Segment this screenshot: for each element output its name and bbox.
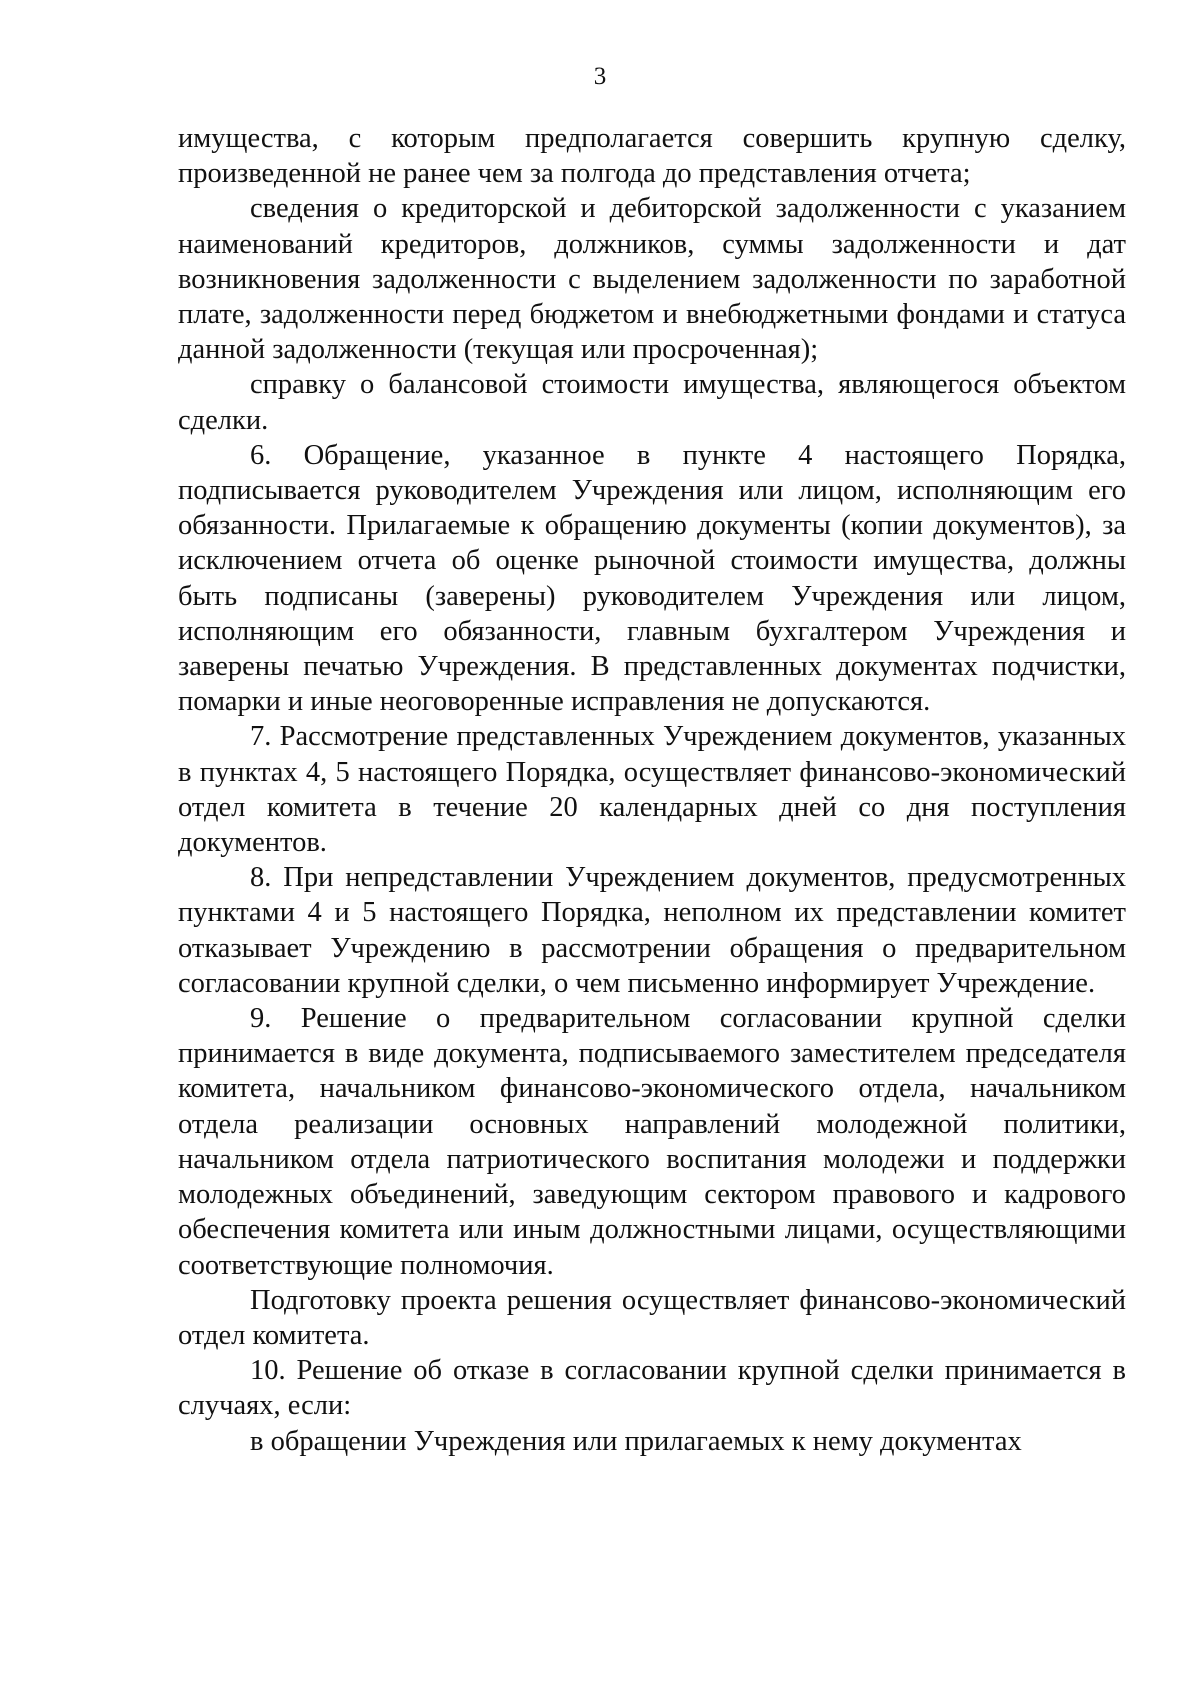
paragraph-item-8: 8. При непредставлении Учреждением документов, предусмотренных пунктами 4 и 5 настоящего Порядка, неполном их представлении комитет отказывает Учреждению в рассмотрении обращения о предварительном согласовании крупной сделки, о чем письменно информирует Учреждение. (178, 862, 1126, 999)
paragraph-item-6: 6. Обращение, указанное в пункте 4 настоящего Порядка, подписывается руководителем Учреждения или лицом, исполняющим его обязанности. Прилагаемые к обращению документы (копии документов), за исключением отчета об оценке рыночной стоимости имущества, должны быть подписаны (заверены) руководителем Учреждения или лицом, исполняющим его обязанности, главным бухгалтером Учреждения и заверены печатью Учреждения. В представленных документах подчистки, помарки и иные неоговоренные исправления не допускаются. (178, 439, 1126, 718)
paragraph-draft-preparation: Подготовку проекта решения осуществляет финансово-экономический отдел комитета. (178, 1284, 1126, 1351)
paragraph-debt-info: сведения о кредиторской и дебиторской задолженности с указанием наименований кредиторов, должников, суммы задолженности и дат возникновения задолженности с выделением задолженности по заработной плате, задолженности перед бюджетом и внебюджетными фондами и статуса данной задолженности (текущая или просроченная); (178, 193, 1126, 366)
paragraph-item-9: 9. Решение о предварительном согласовании крупной сделки принимается в виде документа, подписываемого заместителем председателя комитета, начальником финансово-экономического отдела, начальником отдела реализации основных направлений молодежной политики, начальником отдела патриотического воспитания молодежи и поддержки молодежных объединений, заведующим сектором правового и кадрового обеспечения комитета или иным должностными лицами, осуществляющими соответствующие полномочия. (178, 1003, 1126, 1281)
paragraph-continuation: имущества, с которым предполагается совершить крупную сделку, произведенной не ранее чем за полгода до представления отчета; (178, 123, 1126, 190)
document-body (178, 121, 1126, 1459)
page-number: 3 (593, 63, 607, 90)
paragraph-item-10: 10. Решение об отказе в согласовании крупной сделки принимается в случаях, если: (178, 1355, 1126, 1422)
paragraph-balance-certificate: справку о балансовой стоимости имущества, являющегося объектом сделки. (178, 369, 1126, 436)
paragraph-refusal-case: в обращении Учреждения или прилагаемых к нему документах (250, 1425, 1022, 1457)
paragraph-item-7: 7. Рассмотрение представленных Учреждением документов, указанных в пунктах 4, 5 настоящего Порядка, осуществляет финансово-экономический отдел комитета в течение 20 календарных дней со дня поступления документов. (178, 721, 1126, 859)
